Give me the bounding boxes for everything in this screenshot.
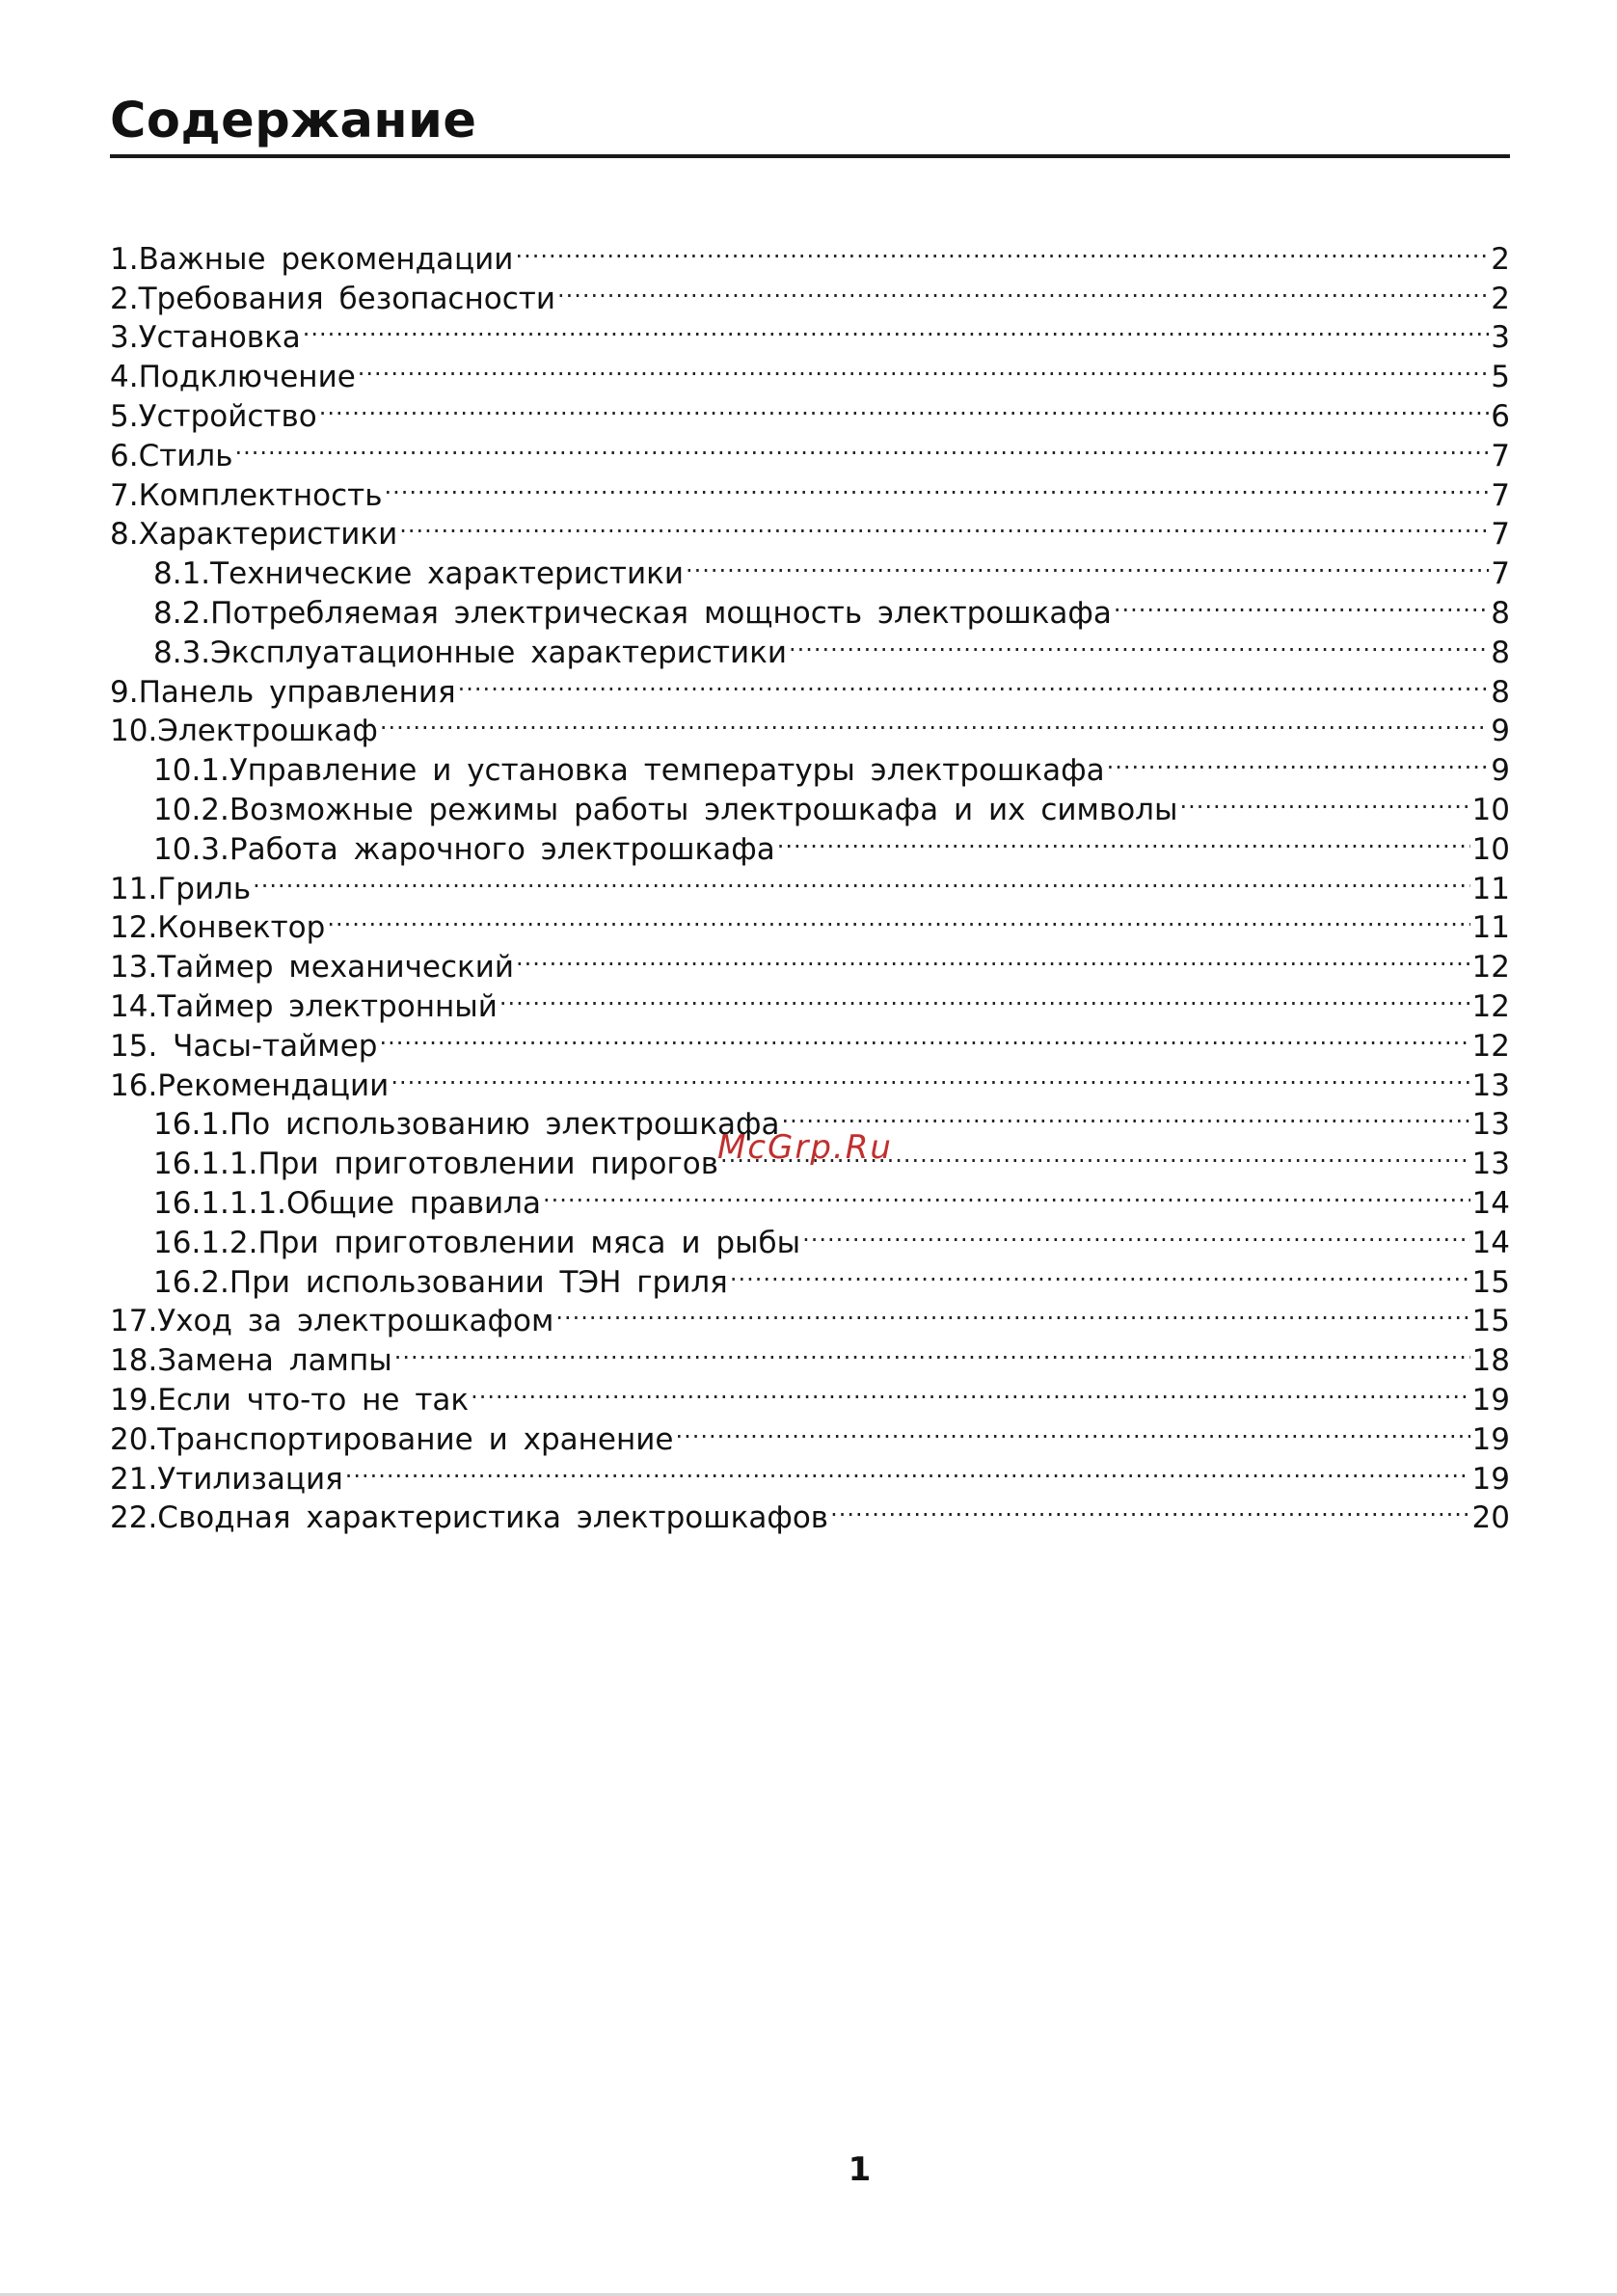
toc-entry-label: 3.Установка	[110, 320, 301, 356]
toc-entry-page: 2	[1491, 241, 1510, 277]
toc-entry[interactable]	[110, 899, 1510, 946]
toc-dot-leader	[379, 1016, 1469, 1056]
toc-entry[interactable]	[110, 466, 1510, 513]
toc-entry-page: 13	[1471, 1147, 1510, 1182]
toc-dot-leader	[303, 309, 1489, 348]
toc-dot-leader	[515, 230, 1489, 269]
page-title: Содержание	[110, 93, 477, 149]
toc-entry-page: 8	[1491, 595, 1510, 631]
toc-entry-page: 7	[1491, 477, 1510, 513]
toc-dot-leader	[802, 1213, 1469, 1253]
toc-entry-label: 1.Важные рекомендации	[110, 241, 514, 277]
toc-entry-page: 8	[1491, 635, 1510, 670]
toc-entry-page: 6	[1491, 398, 1510, 434]
toc-entry-label: 8.2.Потребляемая электрическая мощность электрошкафа	[153, 595, 1112, 631]
toc-entry-label: 16.1.2.При приготовлении мяса и рыбы	[153, 1225, 801, 1260]
toc-entry-page: 12	[1471, 950, 1510, 986]
toc-entry-label: 8.3.Эксплуатационные характеристики	[153, 635, 788, 670]
page-number: 1	[848, 2150, 872, 2189]
toc-entry[interactable]	[110, 859, 1510, 906]
toc-entry-page: 11	[1471, 910, 1510, 946]
toc-entry-page: 9	[1491, 714, 1510, 749]
toc-entry-label: 8.1.Технические характеристики	[153, 556, 684, 592]
toc-entry-page: 8	[1491, 674, 1510, 710]
toc-entry-label: 9.Панель управления	[110, 674, 456, 710]
toc-entry[interactable]	[110, 426, 1510, 473]
toc-entry-page: 14	[1471, 1185, 1510, 1221]
toc-entry-label: 4.Подключение	[110, 360, 356, 395]
toc-dot-leader	[1114, 583, 1489, 623]
watermark: McGrp.Ru	[717, 1128, 893, 1167]
toc-entry-page: 19	[1471, 1382, 1510, 1418]
toc-entry-page: 9	[1491, 753, 1510, 789]
toc-entry-label: 16.1.По использованию электрошкафа	[153, 1107, 780, 1143]
toc-entry-page: 3	[1491, 320, 1510, 356]
toc-entry-label: 10.Электрошкаф	[110, 714, 378, 749]
toc-entry-page: 12	[1471, 988, 1510, 1024]
toc-entry-page: 12	[1471, 1028, 1510, 1064]
toc-dot-leader	[319, 387, 1490, 426]
toc-entry-label: 7.Комплектность	[110, 477, 383, 513]
toc-dot-leader	[686, 544, 1489, 583]
toc-entry-label: 14.Таймер электронный	[110, 988, 498, 1024]
toc-dot-leader	[253, 859, 1469, 899]
toc-entry-page: 2	[1491, 281, 1510, 316]
toc-dot-leader	[557, 269, 1489, 309]
toc-entry-label: 16.2.При использовании ТЭН гриля	[153, 1264, 728, 1300]
toc-entry-label: 15. Часы-таймер	[110, 1028, 378, 1064]
toc-entry-page: 13	[1471, 1067, 1510, 1103]
toc-entry-label: 5.Устройство	[110, 398, 317, 434]
toc-dot-leader	[391, 1056, 1469, 1095]
toc-dot-leader	[345, 1449, 1470, 1489]
toc-dot-leader	[777, 820, 1470, 859]
toc-entry-page: 19	[1471, 1421, 1510, 1457]
toc-dot-leader	[1107, 741, 1490, 780]
toc-dot-leader	[830, 1489, 1469, 1528]
toc-dot-leader	[471, 1370, 1469, 1410]
toc-entry-label: 10.2.Возможные режимы работы электрошкафа и их символы	[153, 792, 1178, 827]
toc-entry-label: 8.Характеристики	[110, 517, 398, 553]
toc-dot-leader	[543, 1174, 1470, 1213]
title-underline	[110, 154, 1510, 158]
toc-dot-leader	[327, 899, 1469, 938]
toc-dot-leader	[789, 623, 1489, 662]
toc-entry-label: 10.1.Управление и установка температуры электрошкафа	[153, 753, 1105, 789]
toc-entry-page: 5	[1491, 360, 1510, 395]
toc-entry[interactable]	[110, 347, 1510, 395]
toc-entry[interactable]	[110, 387, 1510, 434]
toc-entry-page: 13	[1471, 1107, 1510, 1143]
toc-entry-label: 19.Если что-то не так	[110, 1382, 470, 1418]
toc-entry-page: 15	[1471, 1264, 1510, 1300]
toc-entry-label: 16.1.1.1.Общие правила	[153, 1185, 541, 1221]
toc-entry-label: 12.Конвектор	[110, 910, 326, 946]
toc-dot-leader	[516, 937, 1470, 977]
toc-entry[interactable]	[110, 309, 1510, 356]
toc-entry-label: 13.Таймер механический	[110, 950, 515, 986]
toc-entry-label: 6.Стиль	[110, 438, 233, 473]
toc-entry-label: 17.Уход за электрошкафом	[110, 1304, 554, 1339]
toc-dot-leader	[380, 702, 1489, 742]
toc-dot-leader	[235, 426, 1490, 466]
toc-entry-page: 7	[1491, 556, 1510, 592]
toc-dot-leader	[675, 1410, 1469, 1449]
toc-entry-label: 2.Требования безопасности	[110, 281, 555, 316]
toc-dot-leader	[499, 977, 1470, 1016]
toc-entry-label: 11.Гриль	[110, 871, 252, 906]
toc-entry-page: 18	[1471, 1343, 1510, 1379]
toc-entry-label: 10.3.Работа жарочного электрошкафа	[153, 831, 775, 867]
toc-dot-leader	[394, 1331, 1470, 1370]
toc-dot-leader	[358, 347, 1489, 387]
toc-dot-leader	[384, 466, 1489, 505]
toc-entry-page: 11	[1471, 871, 1510, 906]
toc-entry-page: 10	[1471, 792, 1510, 827]
toc-entry-page: 10	[1471, 831, 1510, 867]
toc-entry-page: 20	[1471, 1500, 1510, 1536]
toc-entry-page: 7	[1491, 438, 1510, 473]
toc-entry-page: 7	[1491, 517, 1510, 553]
toc-entry-label: 16.1.1.При приготовлении пирогов	[153, 1147, 718, 1182]
toc-dot-leader	[1179, 780, 1469, 820]
toc-entry-page: 19	[1471, 1461, 1510, 1497]
table-of-contents	[110, 230, 1510, 1536]
toc-dot-leader	[730, 1253, 1470, 1292]
toc-entry-page: 14	[1471, 1225, 1510, 1260]
toc-entry-label: 20.Транспортирование и хранение	[110, 1421, 674, 1457]
toc-entry-label: 22.Сводная характеристика электрошкафов	[110, 1500, 829, 1536]
toc-entry-label: 16.Рекомендации	[110, 1067, 390, 1103]
toc-entry-page: 15	[1471, 1304, 1510, 1339]
toc-entry[interactable]	[110, 230, 1510, 277]
toc-dot-leader	[458, 662, 1490, 702]
toc-entry-label: 18.Замена лампы	[110, 1343, 392, 1379]
toc-entry-label: 21.Утилизация	[110, 1461, 343, 1497]
toc-dot-leader	[555, 1292, 1469, 1332]
toc-dot-leader	[399, 505, 1489, 545]
